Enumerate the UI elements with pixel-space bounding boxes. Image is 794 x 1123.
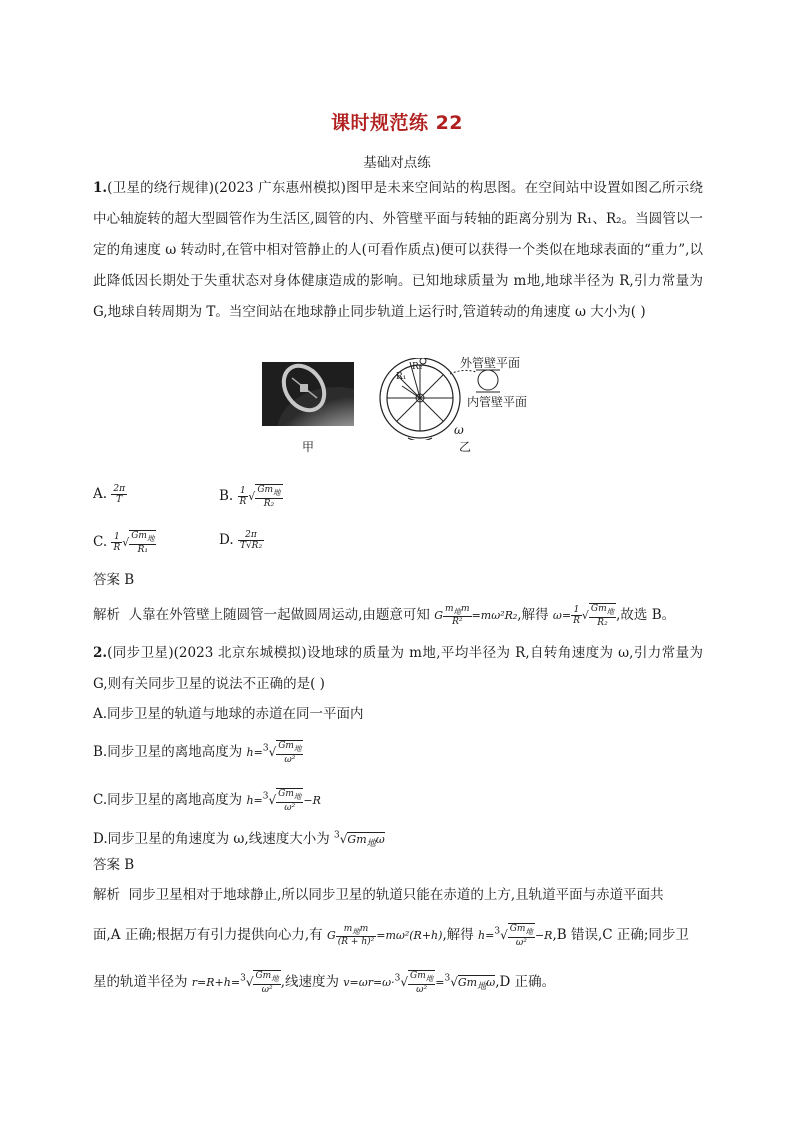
analysis-text-c: ,故选 B。 bbox=[616, 607, 676, 623]
q1-source: (2023 广东惠州模拟) bbox=[214, 180, 346, 196]
analysis-text-2b: ,解得 bbox=[442, 927, 474, 943]
omega-label: ω bbox=[454, 423, 464, 437]
option-c-text: C.同步卫星的离地高度为 bbox=[93, 792, 243, 808]
option-c-letter: C. bbox=[93, 533, 108, 550]
page-title: 课时规范练 22 bbox=[330, 112, 464, 134]
q2-option-a: A.同步卫星的轨道与地球的赤道在同一平面内 bbox=[93, 706, 364, 722]
space-station-photo bbox=[262, 362, 354, 426]
analysis-text-3b: ,线速度为 bbox=[280, 974, 339, 990]
q2-option-c: C.同步卫星的离地高度为 h=$^3$√ $\frac{Gm_地}{\text{ω²}}$ −R bbox=[93, 789, 321, 813]
q1-option-c: C. $\frac{1}{R}$ √ $\frac{Gm_地}{\text{R₁}}$ bbox=[93, 531, 155, 555]
q2-body: 设地球的质量为 m地,平均半径为 R,自转角速度为 ω,引力常量为 G,则有关同步卫星的说法不正确的是( ) bbox=[93, 645, 703, 692]
q1-number: 1. bbox=[93, 180, 108, 196]
analysis-text-2c: ,B 错误,C 正确;同步卫 bbox=[552, 927, 689, 943]
q2-text bbox=[93, 638, 703, 700]
q2-source: (2023 北京东城模拟) bbox=[173, 645, 307, 661]
option-d-text: D.同步卫星的角速度为 ω,线速度大小为 bbox=[93, 831, 330, 847]
q2-analysis-line1 bbox=[93, 883, 664, 903]
q1-analysis: 解析 人靠在外管壁上随圆管一起做圆周运动,由题意可知 G $\frac{m_地m}{\text{R²}}$ =mω²R₂,解得 ω= $\frac{1}{R}$ √ $\frac{Gm_地}{\text{R₂}}$ ,故选 B。 bbox=[93, 603, 676, 628]
q1-body: 图甲是未来空间站的构思图。在空间站中设置如图乙所示绕中心轴旋转的超大型圆管作为生活区,圆管的内、外管壁平面与转轴的距离分别为 R₁、R₂。当圆管以一定的角速度 ω 转动时,在管中相对管静止的人(可看作质点)便可以获得一个类似在地球表面的“重力”,以此降低因长期处于失重状态对身体健康造成的影响。已知地球质量为 m地,地球半径为 R,引力常量为 G,地球自转周期为 T。当空间站在地球静止同步轨道上运行时,管道转动的角速度 ω 大小为( ) bbox=[93, 180, 703, 320]
q2-number: 2. bbox=[93, 645, 108, 661]
analysis-text-2a: 面,A 正确;根据万有引力提供向心力,有 bbox=[93, 927, 323, 943]
q1-option-d bbox=[219, 530, 264, 551]
section-subtitle: 基础对点练 bbox=[363, 155, 431, 171]
radius-r2-label: R₂ bbox=[412, 362, 423, 372]
radius-r1-label: R₁ bbox=[396, 372, 407, 382]
analysis-label: 解析 bbox=[93, 607, 120, 623]
analysis-text-3c: ,D 正确。 bbox=[495, 974, 556, 990]
option-d-formula: $\frac{2\pi}{\text{T√R₂}}$ bbox=[239, 530, 263, 551]
q1-option-b: B. $\frac{1}{R}$ √ $\frac{Gm_地}{\text{R₂}}$ bbox=[219, 485, 281, 509]
option-a-formula: $\frac{2\pi}{T}$ bbox=[113, 484, 125, 505]
inner-wall-label: 内管壁平面 bbox=[467, 395, 528, 409]
outer-wall-label: 外管壁平面 bbox=[460, 356, 521, 370]
q1-tag: (卫星的绕行规律) bbox=[107, 180, 215, 196]
option-c-formula: $\frac{1}{R}$ bbox=[113, 531, 121, 553]
analysis-text-a: 人靠在外管壁上随圆管一起做圆周运动,由题意可知 bbox=[128, 607, 430, 623]
option-b-letter: B. bbox=[219, 487, 234, 504]
q2-tag: (同步卫星) bbox=[107, 645, 174, 661]
analysis-text-1: 同步卫星相对于地球静止,所以同步卫星的轨道只能在赤道的上方,且轨道平面与赤道平面共 bbox=[128, 887, 664, 903]
figure-label-yi: 乙 bbox=[459, 440, 472, 454]
q1-answer: 答案 B bbox=[93, 572, 135, 588]
option-d-letter: D. bbox=[219, 532, 234, 548]
q2-answer: 答案 B bbox=[93, 857, 135, 873]
q1-option-a bbox=[93, 484, 127, 505]
q2-option-b: B.同步卫星的离地高度为 h=$^3$√ $\frac{Gm_地}{\text{ω²}}$ bbox=[93, 741, 302, 765]
q2-analysis-line3: 星的轨道半径为 r=R+h=$^3$√ $\frac{Gm_地}{\text{ω²}}$ ,线速度为 v=ωr=ω·$^3$√ $\frac{Gm_地}{\text{ω²}}$ $=^3√Gm_地\omega,D$ 正确。 bbox=[93, 971, 556, 995]
figure-label-jia: 甲 bbox=[302, 440, 315, 454]
analysis-text-b: ,解得 bbox=[517, 607, 549, 623]
analysis-label: 解析 bbox=[93, 887, 120, 903]
option-b-text: B.同步卫星的离地高度为 bbox=[93, 744, 243, 760]
option-b-formula: $\frac{1}{R}$ bbox=[239, 485, 247, 507]
option-a-letter: A. bbox=[93, 486, 108, 502]
q2-analysis-line2: 面,A 正确;根据万有引力提供向心力,有 G $\frac{m_地m}{\text{(R + h)²}}$ =mω²(R+h),解得 h=$^3$√ $\frac{Gm_地}{\text{ω²}}$ −R,B 错误,C 正确;同步卫 bbox=[93, 923, 689, 948]
analysis-text-3a: 星的轨道半径为 bbox=[93, 974, 188, 990]
q1-text bbox=[93, 173, 703, 328]
q2-option-d: D.同步卫星的角速度为 ω,线速度大小为 $^3√Gm_地\omega$ bbox=[93, 830, 385, 850]
